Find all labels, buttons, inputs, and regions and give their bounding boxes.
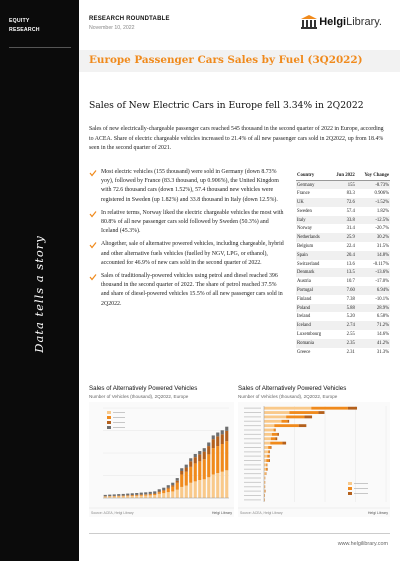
table-row [296,189,390,198]
table-cell-value: 13.5 [330,268,356,277]
bar-segment [140,495,143,496]
bar-segment [268,446,270,449]
bar-segment [149,495,152,498]
checkmark-icon [89,273,97,281]
bar-segment [176,483,179,490]
bar-segment [225,427,228,431]
table-cell-change: 6.58% [376,314,389,320]
table-row [296,312,390,321]
table-row [296,286,390,295]
bar-segment [225,470,228,498]
bar-segment [104,495,107,496]
bar-segment [207,454,210,477]
footer-divider [89,533,390,534]
bar-segment [162,488,165,490]
table-cell-value: 33.8 [330,216,356,225]
bar-segment [288,420,290,423]
chart-subtitle: Number of Vehicles (thousand), 2Q2022, Europe [89,394,189,399]
bar-segment [158,492,161,494]
bullet-item [89,168,285,205]
chart-alt-vehicles-timeseries [89,385,234,517]
header-label: RESEARCH ROUNDTABLE [89,16,170,22]
table-cell-value: 20.4 [330,251,356,260]
bar-segment [299,424,307,427]
table-row [296,348,390,357]
table-cell-country: Spain [296,251,330,260]
header-date: November 10, 2022 [89,25,135,31]
logo-bold: Helgi [319,16,347,28]
bar-segment [140,493,143,495]
sidebar-tagline: Data tells a story [32,235,46,353]
bar-segment [282,420,288,423]
bar-segment [185,465,188,468]
table-cell-country: France [297,191,310,197]
chart-title: Sales of Alternatively Powered Vehicles [89,385,198,392]
bar-segment [266,468,267,471]
bar-segment [221,434,224,444]
table-cell-country: Denmark [296,268,330,277]
bar-segment [153,495,156,498]
table-cell-country: Portugal [296,286,330,295]
bar-segment [149,492,152,494]
bar-segment [158,489,161,491]
bar-segment [271,437,276,440]
bar-segment [180,487,183,498]
bar-segment [272,433,277,436]
checkmark-icon [89,169,97,177]
table-row [296,251,390,260]
table-row [296,242,390,251]
table-row [296,339,390,348]
sidebar-category [9,17,40,35]
table-cell-value: 22.4 [346,243,355,249]
table-cell-change: 1.82% [376,208,389,214]
checkmark-icon [89,241,97,249]
bar-segment [167,492,170,498]
bar-segment [189,461,192,467]
chart-alt-vehicles-by-country [238,385,390,517]
table-cell-value: 7.60 [330,286,356,295]
table-cell-value: 83.3 [346,191,355,197]
bar-segment [198,451,201,454]
bar-segment [271,446,272,449]
bar-segment [135,493,138,495]
bar-segment [194,454,197,457]
table-cell-value: 7.38 [346,296,355,302]
bar-segment [311,407,348,410]
table-cell-change: 14.8% [356,251,390,260]
table-cell-value: 25.9 [330,233,356,242]
table-cell-change: -10.1% [375,296,389,302]
bar-segment [269,450,270,453]
bar-segment [264,424,274,427]
bar-segment [171,487,174,492]
table-cell-country: Switzerland [297,261,320,267]
bar-segment [126,494,129,496]
table-row [296,268,390,277]
bar-segment [264,450,268,453]
bullet-text: In relative terms, Norway liked the electric chargeable vehicles the most with 80.8% of all new passenger cars sold followed by Sweden (50.3%) and Iceland (45.3%). [101,209,284,235]
sidebar-line-equity: EQUITY [9,18,30,24]
bar-segment [269,455,270,458]
bar-segment [144,496,147,498]
table-row [296,181,390,190]
table-cell-value: 13.6 [346,261,355,267]
table-row [296,216,390,225]
table-body [296,181,390,357]
bar-segment [264,433,272,436]
bar-segment [216,446,219,473]
bar-segment [189,483,192,498]
sidebar-divider [9,47,71,48]
table-cell-change: -8.73% [356,181,390,190]
table-row [296,198,390,207]
bar-segment [207,442,210,446]
bar-segment [267,468,268,471]
table-cell-value: 57.4 [346,208,355,214]
table-row [296,224,390,233]
bar-segment [265,490,266,493]
bar-segment [274,424,298,427]
bar-segment [113,494,116,496]
bar-segment [194,481,197,498]
table-cell-country: Norway [297,226,313,232]
bar-segment [275,429,276,432]
bar-segment [185,472,188,486]
bar-segment [268,450,269,453]
table-cell-value: 155 [330,181,356,190]
table-row [296,330,390,339]
bar-segment [266,463,267,466]
helgi-library-logo[interactable] [301,15,382,29]
table-cell-value: 10.7 [346,279,355,285]
bar-segment [264,411,289,414]
table-cell-change: -13.6% [356,268,390,277]
legend-swatch [348,482,352,485]
table-cell-country: Luxembourg [297,331,322,337]
table-cell-value: 2.31 [346,349,355,355]
bar-segment [108,495,111,496]
bullet-item [89,240,285,268]
bar-segment [189,458,192,461]
bar-segment [264,429,274,432]
bar-segment [180,471,183,474]
bar-segment [216,433,219,437]
page-title: Europe Passenger Cars Sales by Fuel (3Q2022) [89,54,363,66]
bar-segment [176,490,179,498]
chart-brand: Helgi Library [367,511,388,515]
table-cell-change: 0.906% [374,191,389,197]
bar-segment [264,407,311,410]
bar-segment [221,430,224,434]
table-row [296,295,390,304]
table-cell-value: 2.35 [330,339,356,348]
bar-segment [212,439,215,448]
table-cell-country: Greece [297,349,311,355]
table-cell-change: -1.52% [356,198,390,207]
bar-segment [221,472,224,498]
bullet-text: Most electric vehicles (155 thousand) were sold in Germany (down 8.73% yoy), followed by France (83.3 thousand, up 0.906%), the United Kingdom with 72.6 thousand cars (down 1.52%), 57.4 thousand new vehicles were registered in Sweden (up 1.82%) and 33.8 thousand in Italy (down 12.5%). [101,169,279,203]
bar-segment [207,477,210,498]
lead-paragraph: Sales of new electrically-chargeable passenger cars reached 545 thousand in the second quarter of 2022 in Europe, according to ACEA. Share of electric chargeable vehicles increased to 21.4% of all new passenger cars sold in 2Q2022, up from 18.4% seen in the second quarter of 2021. [89,126,384,151]
bar-segment [289,411,318,414]
table-cell-country: Germany [296,181,330,190]
bar-segment [153,491,156,493]
table-cell-country: Romania [296,339,330,348]
bar-segment [318,411,324,414]
bar-segment [162,490,165,491]
bar-segment [167,489,170,492]
chart-brand: Helgi Library [211,511,232,515]
chart-title: Sales of Alternatively Powered Vehicles [238,385,347,392]
bar-segment [203,459,206,479]
bullet-text: Sales of traditionally-powered vehicles using petrol and diesel reached 396 thousand in the second quarter of 2022. The share of petrol reached 37.5% and share of diesel-powered vehicles 15.5% of all new passenger cars sold in 2Q2022. [101,273,283,307]
table-cell-value: 5.20 [346,314,355,320]
bar-segment [266,472,267,475]
table-cell-country: Poland [296,304,330,313]
bar-segment [212,474,215,498]
bullet-text: Altogether, sale of alternative powered vehicles, including chargeable, hybrid and other alternative fuels vehicles (fuelled by NGV, LPG, or ethanol), accounted for 46.9% of new cars sold in the second quarter of 2022. [101,241,284,266]
table-cell-country: Belgium [297,243,314,249]
table-cell-country: Ireland [297,314,311,320]
table-header-row [296,172,390,181]
bar-segment [274,429,276,432]
table-cell-country: UK [296,198,330,207]
bullet-item [89,272,285,309]
bar-segment [171,483,174,485]
table-row [296,277,390,286]
table-cell-change: 6.94% [356,286,390,295]
table-header-jun: Jun 2022 [336,173,355,178]
bar-segment [266,459,269,462]
bar-segment [212,435,215,439]
legend-swatch [107,411,111,414]
bar-segment [203,452,206,460]
table-cell-change: -0.117% [373,261,389,267]
bar-segment [198,480,201,498]
bar-segment [171,485,174,486]
bar-segment [264,442,270,445]
bar-segment [216,473,219,498]
bar-segment [264,446,268,449]
table-cell-value: 31.4 [346,226,355,232]
bar-segment [135,495,138,496]
chart-source: Source: ACEA, Helgi Library [91,511,134,515]
bar-segment [126,496,129,498]
bar-segment [194,457,197,463]
bar-segment [171,491,174,498]
bar-segment [348,407,357,410]
bar-segment [264,415,286,418]
bar-segment [275,437,277,440]
bar-segment [167,488,170,489]
bar-segment [158,494,161,498]
bar-segment [264,437,271,440]
bar-segment [207,446,210,454]
bar-segment [135,496,138,498]
legend-swatch [107,426,111,429]
table-cell-change: 41.2% [356,339,390,348]
table-cell-change: 30.2% [356,233,390,242]
bar-segment [264,463,266,466]
ev-sales-table [296,172,390,356]
bar-segment [189,467,192,483]
bar-segment [277,433,279,436]
bar-segment [176,481,179,483]
article-subtitle: Sales of New Electric Cars in Europe fell 3.34% in 2Q2022 [89,100,364,111]
table-cell-country: Sweden [297,208,312,214]
bar-segment [117,494,120,496]
table-cell-change: 14.6% [376,331,389,337]
table-cell-change: -20.7% [375,226,389,232]
bar-segment [203,448,206,451]
bar-segment [144,495,147,496]
legend-swatch [107,416,111,419]
table-cell-value: 2.55 [346,331,355,337]
bar-segment [176,478,179,481]
bar-segment [140,496,143,498]
bar-segment [149,494,152,495]
bar-segment [264,420,282,423]
bar-segment [131,495,134,496]
chart-subtitle: Number of Vehicles (thousand), 2Q2022, Europe [238,394,338,399]
bar-segment [267,455,269,458]
bar-segment [270,442,282,445]
logo-wordmark [319,16,382,28]
table-cell-change: 71.2% [356,321,390,330]
bar-segment [185,468,188,472]
table-cell-change: 31.3% [376,349,389,355]
table-cell-change: 31.5% [376,243,389,249]
bar-segment [131,493,134,495]
bar-segment [286,415,304,418]
bar-segment [264,468,266,471]
legend-swatch [107,421,111,424]
sidebar [0,0,79,561]
table-cell-country: Austria [297,279,311,285]
table-cell-country: Iceland [296,321,330,330]
table-row [296,233,390,242]
bar-segment [216,436,219,446]
bar-segment [158,492,161,493]
table-row [296,321,390,330]
table-header-yoy: Yoy Change [364,173,389,178]
table-header-country: Country [297,173,315,178]
table-cell-value: 5.88 [330,304,356,313]
table-cell-value: 2.74 [330,321,356,330]
table-row [296,304,390,313]
logo-rest: Library. [346,16,382,28]
bar-segment [225,431,228,441]
table-cell-value: 72.6 [330,198,356,207]
bar-segment [304,415,312,418]
table-cell-country: Netherlands [296,233,330,242]
bar-segment [194,463,197,481]
bar-segment [167,485,170,487]
bar-segment [185,486,188,498]
horizontal-bar-chart [238,402,390,517]
bar-segment [126,496,129,497]
bar-segment [153,494,156,495]
bar-segment [212,448,215,474]
library-building-icon [301,15,317,29]
bar-segment [198,454,201,461]
bar-segment [264,459,266,462]
bar-segment [221,444,224,472]
bar-segment [282,442,286,445]
stacked-bar-chart [89,402,234,517]
bar-segment [225,441,228,470]
table-cell-country: Italy [296,216,330,225]
bullet-item [89,209,285,237]
sidebar-line-research: RESEARCH [9,27,40,33]
bar-segment [122,494,125,496]
table-cell-country: Finland [297,296,312,302]
footer-url-link[interactable]: www.helgilibrary.com [337,541,388,547]
bar-segment [131,496,134,498]
bar-segment [122,496,125,497]
chart-source: Source: ACEA, Helgi Library [240,511,283,515]
table-row [296,260,390,269]
legend-swatch [348,492,352,495]
bar-segment [269,459,270,462]
table-cell-change: -17.0% [375,279,389,285]
bar-segment [162,493,165,498]
table-cell-change: 28.9% [356,304,390,313]
bullet-list [89,168,285,313]
bar-segment [264,455,267,458]
bar-segment [180,468,183,471]
table-row [296,207,390,216]
bar-segment [162,491,165,493]
legend-swatch [348,487,352,490]
bar-segment [203,479,206,498]
checkmark-icon [89,210,97,218]
bar-segment [180,474,183,486]
bar-segment [144,492,147,494]
table-cell-change: -12.5% [356,216,390,225]
bar-segment [198,461,201,480]
